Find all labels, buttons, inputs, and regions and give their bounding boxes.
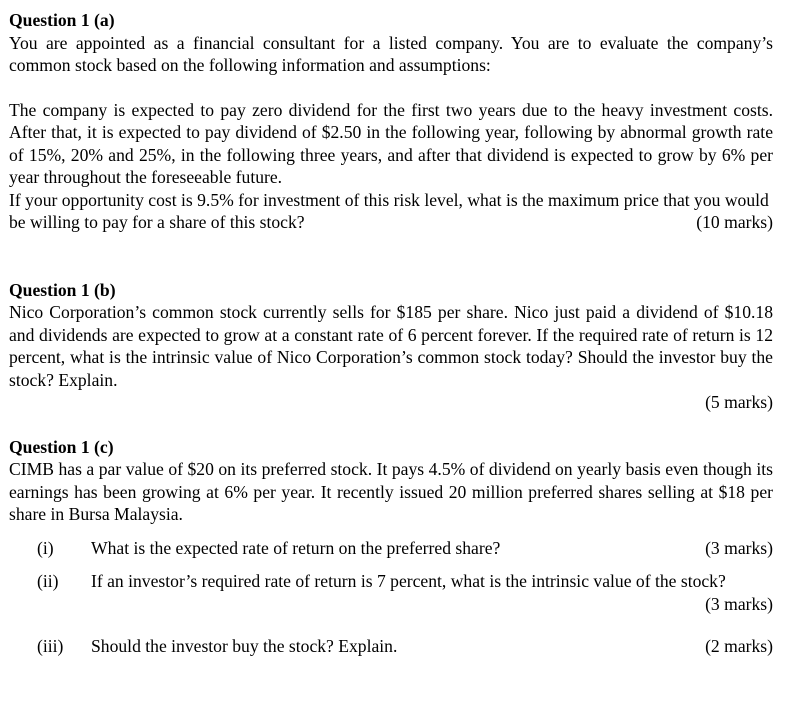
subquestion-body [91, 570, 773, 615]
question-1c-body: CIMB has a par value of $20 on its preferred stock. It pays 4.5% of dividend on yearly basis even though its earnings has been growing at 6% per year. It recently issued 20 million preferred shares selling at $18 per share in Bursa Malaysia. [9, 459, 773, 524]
subquestion-number: (ii) [37, 571, 59, 591]
question-1b-section [9, 279, 773, 414]
subquestion-marks: (3 marks) [705, 537, 773, 558]
question-1a-question: If your opportunity cost is 9.5% for investment of this risk level, what is the maximum price that you would be willing to pay for a share of this stock? [9, 189, 769, 232]
question-1a-question-block [9, 189, 773, 234]
question-1a-marks: (10 marks) [696, 212, 773, 232]
subquestion-body [91, 635, 773, 658]
subquestion-marks: (3 marks) [705, 593, 773, 614]
subquestion-i [9, 537, 773, 560]
exam-page [9, 9, 773, 669]
subquestion-number: (iii) [37, 636, 64, 656]
question-1a-body: The company is expected to pay zero dividend for the first two years due to the heavy investment costs. After that, it is expected to pay dividend of $2.50 in the following year, following by abnormal growth rate of 15%, 20% and 25%, in the following three years, and after that dividend is expected to grow by 6% per year throughout the foreseeable future. [9, 99, 773, 187]
subquestion-number: (i) [37, 537, 54, 558]
subquestion-marks: (2 marks) [705, 636, 773, 656]
subquestion-ii [9, 570, 773, 615]
question-1a-section [9, 9, 773, 234]
subquestion-body [91, 537, 773, 560]
question-1a-intro: You are appointed as a financial consultant for a listed company. You are to evaluate the company’s common stock based on the following information and assumptions: [9, 32, 773, 75]
question-1c-heading: Question 1 (c) [9, 436, 114, 457]
question-1b-marks: (5 marks) [705, 392, 773, 412]
subquestion-text: Should the investor buy the stock? Explain. [91, 636, 398, 656]
subquestion-iii [9, 635, 773, 658]
question-1c-subquestions [9, 537, 773, 658]
subquestion-text: What is the expected rate of return on the preferred share? [91, 537, 501, 558]
question-1b-heading: Question 1 (b) [9, 279, 116, 300]
subquestion-text: If an investor’s required rate of return is 7 percent, what is the intrinsic value of the stock? [91, 571, 726, 591]
question-1a-heading: Question 1 (a) [9, 10, 115, 30]
question-1b-body: Nico Corporation’s common stock currently sells for $185 per share. Nico just paid a dividend of $10.18 and dividends are expected to grow at a constant rate of 6 percent forever. If the required rate of return is 12 percent, what is the intrinsic value of Nico Corporation’s common stock today? Should the investor buy the stock? Explain. [9, 302, 773, 390]
question-1c-section [9, 436, 773, 658]
